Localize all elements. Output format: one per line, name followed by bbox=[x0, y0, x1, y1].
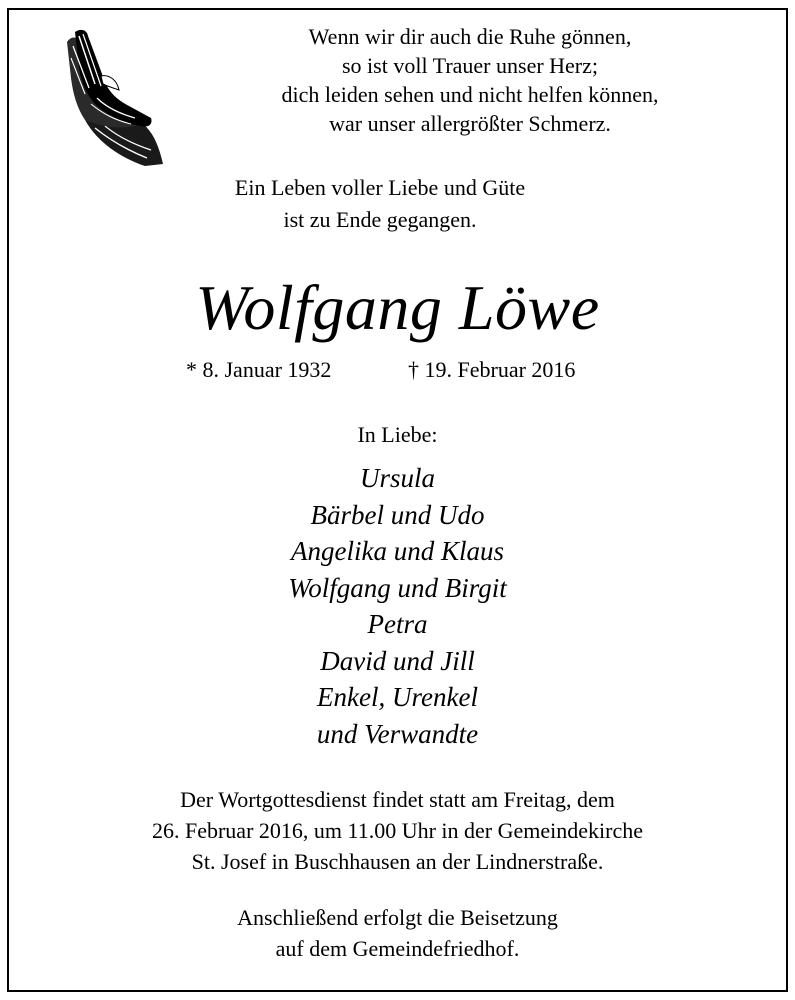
deceased-name: Wolfgang Löwe bbox=[195, 272, 600, 343]
poem-line: so ist voll Trauer unser Herz; bbox=[341, 53, 599, 78]
service-line: St. Josef in Buschhausen an der Lindnerstraße. bbox=[191, 849, 604, 874]
intro-text bbox=[100, 172, 660, 236]
service-line: 26. Februar 2016, um 11.00 Uhr in der Gemeindekirche bbox=[151, 818, 643, 843]
mourner-name: David und Jill bbox=[320, 645, 475, 676]
mourner-name: Ursula bbox=[359, 463, 435, 493]
death-date: † 19. Februar 2016 bbox=[408, 357, 576, 382]
intro-line: Ein Leben voller Liebe und Güte bbox=[234, 175, 526, 200]
mourner-name: und Verwandte bbox=[316, 718, 479, 749]
mourner-name: Petra bbox=[367, 609, 428, 639]
mourner-name: Enkel, Urenkel bbox=[317, 682, 478, 712]
service-notice bbox=[0, 784, 795, 877]
poem-verse bbox=[190, 22, 750, 138]
poem-line: war unser allergrößter Schmerz. bbox=[329, 111, 611, 136]
mourners-list bbox=[0, 460, 795, 752]
birth-date: * 8. Januar 1932 bbox=[186, 357, 332, 382]
burial-line: Anschließend erfolgt die Beisetzung bbox=[237, 905, 558, 930]
poem-line: Wenn wir dir auch die Ruhe gönnen, bbox=[308, 24, 632, 49]
mourner-name: Angelika und Klaus bbox=[291, 536, 504, 566]
poem-line: dich leiden sehen und nicht helfen können, bbox=[281, 82, 659, 107]
praying-hands-icon bbox=[55, 28, 165, 168]
mourner-name: Wolfgang und Birgit bbox=[288, 572, 507, 603]
intro-line: ist zu Ende gegangen. bbox=[283, 207, 477, 232]
service-line: Der Wortgottesdienst findet statt am Freitag, dem bbox=[180, 787, 615, 812]
burial-line: auf dem Gemeindefriedhof. bbox=[275, 936, 520, 961]
mourner-name: Bärbel und Udo bbox=[310, 499, 485, 530]
burial-notice bbox=[0, 902, 795, 964]
mourners-heading: In Liebe: bbox=[357, 422, 438, 447]
